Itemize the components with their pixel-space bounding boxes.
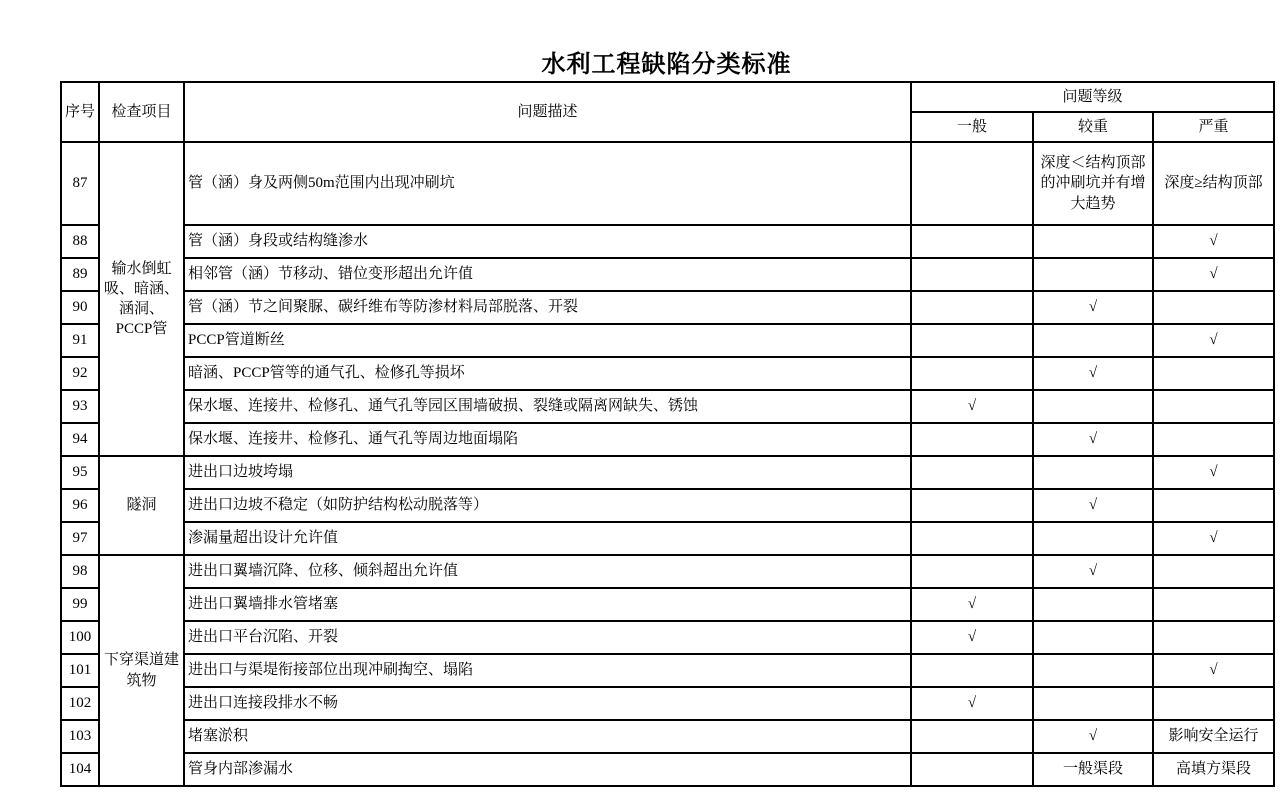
- level-moderate-cell: [1033, 687, 1153, 720]
- problem-description-cell: 进出口连接段排水不畅: [184, 687, 911, 720]
- inspection-item-cell: 下穿渠道建筑物: [99, 555, 184, 786]
- row-number-cell: 88: [61, 225, 99, 258]
- level-severe-cell: [1153, 621, 1274, 654]
- level-general-cell: [911, 357, 1033, 390]
- table-row: [61, 588, 1274, 621]
- level-severe-cell: [1153, 555, 1274, 588]
- table-row: [61, 258, 1274, 291]
- level-severe-cell: [1153, 390, 1274, 423]
- inspection-item-cell: 输水倒虹吸、暗涵、涵洞、PCCP管: [99, 142, 184, 456]
- header-problem-description: 问题描述: [184, 82, 911, 142]
- table-row: [61, 390, 1274, 423]
- level-general-cell: [911, 225, 1033, 258]
- row-number-cell: 93: [61, 390, 99, 423]
- problem-description-cell: 管（涵）节之间聚脲、碳纤维布等防渗材料局部脱落、开裂: [184, 291, 911, 324]
- level-general-cell: [911, 291, 1033, 324]
- level-general-cell: [911, 258, 1033, 291]
- problem-description-cell: 管（涵）身及两侧50m范围内出现冲刷坑: [184, 142, 911, 225]
- level-general-cell: [911, 555, 1033, 588]
- table-row: [61, 753, 1274, 786]
- level-moderate-cell: [1033, 456, 1153, 489]
- table-row: [61, 555, 1274, 588]
- level-severe-cell: [1153, 423, 1274, 456]
- row-number-cell: 98: [61, 555, 99, 588]
- level-severe-cell: √: [1153, 654, 1274, 687]
- level-severe-cell: √: [1153, 522, 1274, 555]
- level-moderate-cell: √: [1033, 357, 1153, 390]
- problem-description-cell: 保水堰、连接井、检修孔、通气孔等周边地面塌陷: [184, 423, 911, 456]
- level-severe-cell: √: [1153, 324, 1274, 357]
- table-row: [61, 456, 1274, 489]
- inspection-item-cell: 隧洞: [99, 456, 184, 555]
- row-number-cell: 92: [61, 357, 99, 390]
- problem-description-cell: 进出口边坡不稳定（如防护结构松动脱落等）: [184, 489, 911, 522]
- problem-description-cell: PCCP管道断丝: [184, 324, 911, 357]
- row-number-cell: 95: [61, 456, 99, 489]
- table-row: [61, 142, 1274, 225]
- table-row: [61, 423, 1274, 456]
- level-severe-cell: 深度≥结构顶部: [1153, 142, 1274, 225]
- row-number-cell: 97: [61, 522, 99, 555]
- level-severe-cell: [1153, 357, 1274, 390]
- level-moderate-cell: [1033, 621, 1153, 654]
- problem-description-cell: 相邻管（涵）节移动、错位变形超出允许值: [184, 258, 911, 291]
- row-number-cell: 100: [61, 621, 99, 654]
- table-row: [61, 687, 1274, 720]
- level-general-cell: [911, 456, 1033, 489]
- level-moderate-cell: [1033, 654, 1153, 687]
- table-row: [61, 489, 1274, 522]
- level-moderate-cell: [1033, 522, 1153, 555]
- table-row: [61, 522, 1274, 555]
- table-row: [61, 720, 1274, 753]
- problem-description-cell: 管身内部渗漏水: [184, 753, 911, 786]
- level-moderate-cell: [1033, 258, 1153, 291]
- level-severe-cell: √: [1153, 225, 1274, 258]
- table-row: [61, 654, 1274, 687]
- problem-description-cell: 进出口翼墙排水管堵塞: [184, 588, 911, 621]
- header-problem-level-group: 问题等级: [911, 82, 1274, 112]
- level-general-cell: √: [911, 588, 1033, 621]
- table-row: [61, 225, 1274, 258]
- level-severe-cell: √: [1153, 456, 1274, 489]
- row-number-cell: 94: [61, 423, 99, 456]
- level-moderate-cell: [1033, 588, 1153, 621]
- problem-description-cell: 保水堰、连接井、检修孔、通气孔等园区围墙破损、裂缝或隔离网缺失、锈蚀: [184, 390, 911, 423]
- level-general-cell: √: [911, 687, 1033, 720]
- problem-description-cell: 进出口与渠堤衔接部位出现冲刷掏空、塌陷: [184, 654, 911, 687]
- level-general-cell: [911, 489, 1033, 522]
- row-number-cell: 96: [61, 489, 99, 522]
- header-level-general: 一般: [911, 112, 1033, 142]
- level-moderate-cell: √: [1033, 291, 1153, 324]
- row-number-cell: 90: [61, 291, 99, 324]
- level-severe-cell: [1153, 489, 1274, 522]
- level-moderate-cell: √: [1033, 423, 1153, 456]
- level-moderate-cell: √: [1033, 489, 1153, 522]
- level-severe-cell: √: [1153, 258, 1274, 291]
- table-row: [61, 324, 1274, 357]
- header-serial-number: 序号: [61, 82, 99, 142]
- row-number-cell: 102: [61, 687, 99, 720]
- level-severe-cell: 高填方渠段: [1153, 753, 1274, 786]
- level-moderate-cell: [1033, 225, 1153, 258]
- row-number-cell: 104: [61, 753, 99, 786]
- level-moderate-cell: 一般渠段: [1033, 753, 1153, 786]
- level-general-cell: [911, 423, 1033, 456]
- defect-classification-table: [60, 81, 1275, 787]
- row-number-cell: 91: [61, 324, 99, 357]
- level-moderate-cell: √: [1033, 555, 1153, 588]
- level-severe-cell: 影响安全运行: [1153, 720, 1274, 753]
- table-body: [61, 142, 1274, 786]
- problem-description-cell: 进出口平台沉陷、开裂: [184, 621, 911, 654]
- level-general-cell: [911, 142, 1033, 225]
- level-general-cell: [911, 720, 1033, 753]
- row-number-cell: 99: [61, 588, 99, 621]
- page-title: 水利工程缺陷分类标准: [541, 51, 792, 78]
- level-general-cell: [911, 654, 1033, 687]
- level-moderate-cell: [1033, 390, 1153, 423]
- row-number-cell: 101: [61, 654, 99, 687]
- level-general-cell: [911, 522, 1033, 555]
- problem-description-cell: 进出口翼墙沉降、位移、倾斜超出允许值: [184, 555, 911, 588]
- level-general-cell: [911, 324, 1033, 357]
- level-severe-cell: [1153, 588, 1274, 621]
- level-general-cell: √: [911, 390, 1033, 423]
- problem-description-cell: 暗涵、PCCP管等的通气孔、检修孔等损坏: [184, 357, 911, 390]
- table-row: [61, 357, 1274, 390]
- row-number-cell: 89: [61, 258, 99, 291]
- level-severe-cell: [1153, 687, 1274, 720]
- row-number-cell: 87: [61, 142, 99, 225]
- problem-description-cell: 堵塞淤积: [184, 720, 911, 753]
- problem-description-cell: 管（涵）身段或结构缝渗水: [184, 225, 911, 258]
- problem-description-cell: 渗漏量超出设计允许值: [184, 522, 911, 555]
- row-number-cell: 103: [61, 720, 99, 753]
- header-inspection-item: 检查项目: [99, 82, 184, 142]
- header-level-severe: 严重: [1153, 112, 1274, 142]
- table-header: [61, 82, 1274, 142]
- level-general-cell: √: [911, 621, 1033, 654]
- table-row: [61, 621, 1274, 654]
- level-general-cell: [911, 753, 1033, 786]
- problem-description-cell: 进出口边坡垮塌: [184, 456, 911, 489]
- header-level-moderate: 较重: [1033, 112, 1153, 142]
- table-row: [61, 291, 1274, 324]
- level-moderate-cell: 深度＜结构顶部的冲刷坑并有增大趋势: [1033, 142, 1153, 225]
- level-moderate-cell: √: [1033, 720, 1153, 753]
- level-moderate-cell: [1033, 324, 1153, 357]
- level-severe-cell: [1153, 291, 1274, 324]
